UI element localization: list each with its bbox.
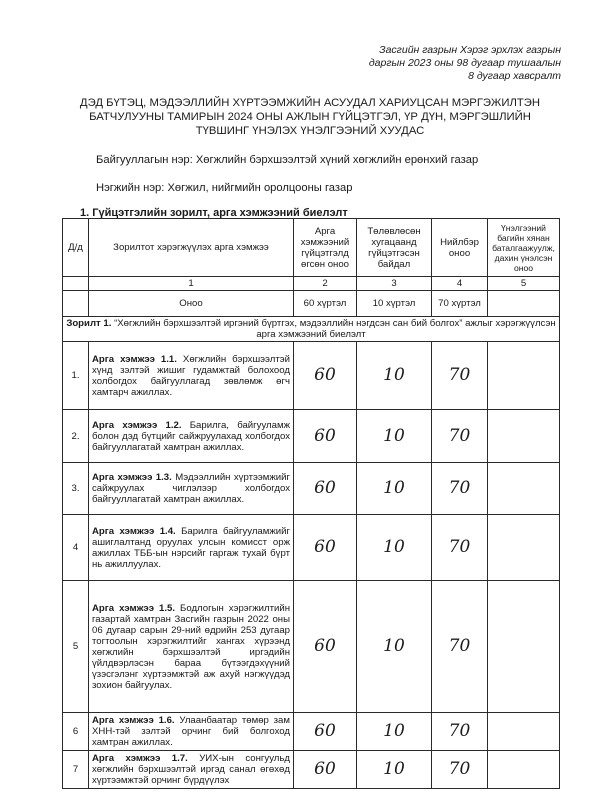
handwritten-timeliness: 10: [357, 463, 432, 515]
reevaluated-score: [488, 410, 560, 463]
row-number: 6: [63, 713, 89, 751]
measure-label: Арга хэмжээ 1.6.: [92, 715, 175, 726]
reevaluated-score: [488, 581, 560, 713]
header-timeliness: Төлөвлөсөн хугацаанд гүйцэтгэсэн байдал: [357, 219, 432, 277]
measure-label: Арга хэмжээ 1.7.: [92, 753, 188, 764]
measure-label: Арга хэмжээ 1.4.: [92, 525, 176, 537]
row-number: 1.: [63, 342, 89, 410]
section-heading: 1. Гүйцэтгэлийн зорилт, арга хэмжээний биелэлт: [80, 207, 348, 219]
goal-text: “Хөгжлийн бэрхшээлтэй иргэний бүртгэх, мэдээллийн нэгдсэн сан бий болгох” ажлыг хэрэгжүүлсэн арга хэмжээний биелэлт: [111, 318, 556, 340]
measure-text: Барилга байгууламжийг ашиглалтанд оруулах улсын комисст орж ажиллах ТББ-ын нэрсийг гаргаж тухай бүрт нь ажиллуулах.: [92, 525, 290, 570]
table-row: [63, 713, 560, 751]
handwritten-score: 60: [294, 410, 357, 463]
measure-description: [89, 581, 294, 713]
organization-name: Байгууллагын нэр: Хөгжлийн бэрхшээлтэй хүний хөгжлийн ерөнхий газар: [96, 154, 479, 166]
handwritten-score: 60: [294, 713, 357, 751]
table-header-row: [63, 219, 560, 277]
document-title-line: ДЭД БҮТЭЦ, МЭДЭЭЛЛИЙН ХҮРТЭЭМЖИЙН АСУУДАЛ ХАРИУЦСАН МЭРГЭЖИЛТЭН: [79, 97, 541, 109]
handwritten-timeliness: 10: [357, 342, 432, 410]
index-cell: 3: [357, 277, 432, 291]
table-row: [63, 463, 560, 515]
measure-text: Барилга, байгууламж болон дэд бүтцийг сайжруулахад холбогдох байгууллагатай хамтран ажиллах.: [92, 419, 290, 453]
document-title-line: ТҮВШИНГ ҮНЭЛЭХ ҮНЭЛГЭЭНИЙ ХУУДАС: [195, 125, 425, 137]
measure-label: Арга хэмжээ 1.3.: [92, 472, 172, 483]
handwritten-total: 70: [432, 751, 488, 789]
table-row: [63, 751, 560, 789]
unit-name: Нэгжийн нэр: Хөгжил, нийгмийн оролцооны газар: [96, 182, 353, 194]
reevaluated-score: [488, 751, 560, 789]
index-cell-blank: [63, 277, 89, 291]
handwritten-timeliness: 10: [357, 581, 432, 713]
reevaluated-score: [488, 342, 560, 410]
measure-text: Хөгжлийн бэрхшээлтэй хүнд зэлтэй жишиг гудамжтай болохоод холбогдох байгууллагад зөвлөмж өгч хамтарч ажиллах.: [92, 353, 290, 398]
row-number: 2.: [63, 410, 89, 463]
reevaluated-score: [488, 515, 560, 581]
index-cell: 5: [488, 277, 560, 291]
measure-description: [89, 410, 294, 463]
measure-text: Бодлогын хэрэгжилтийн газартай хамтран Засгийн газрын 2022 оны 06 дугаар сарын 29-ний өдрийн 253 дугаар тогтоолын хэрэгжилтийг хангах хүрээнд хөгжлийн бэрхшээлтэй иргэдийн үйлдвэрлэсэн бараа бүтээгдэхүүний үзэсгэлэнг хүртээмжтэй аж ахуй нэгжүүдэд зохион байгуулах.: [92, 602, 290, 691]
annex-note-line: даргын 2023 оны 98 дугаар тушаалын: [368, 57, 561, 69]
row-number: 4: [63, 515, 89, 581]
reevaluated-score: [488, 463, 560, 515]
index-cell: 4: [432, 277, 488, 291]
document-title: [50, 96, 570, 138]
header-score: Арга хэмжээний гүйцэтгэлд өгсөн оноо: [294, 219, 357, 277]
annex-note: [331, 44, 561, 83]
handwritten-total: 70: [432, 410, 488, 463]
measure-label: Арга хэмжээ 1.1.: [92, 353, 177, 365]
measure-description: [89, 463, 294, 515]
row-number: 7: [63, 751, 89, 789]
index-cell: 1: [89, 277, 294, 291]
handwritten-score: 60: [294, 751, 357, 789]
measure-label: Арга хэмжээ 1.2.: [92, 419, 182, 431]
handwritten-score: 60: [294, 342, 357, 410]
row-number: 5: [63, 581, 89, 713]
header-num: Д/д: [63, 219, 89, 277]
handwritten-total: 70: [432, 581, 488, 713]
handwritten-timeliness: 10: [357, 515, 432, 581]
table-row: [63, 515, 560, 581]
score-limit-col4: 70 хүртэл: [432, 291, 488, 317]
score-limit-blank: [63, 291, 89, 317]
document-title-line: БАТЧУЛУУНЫ ТАМИРЫН 2024 ОНЫ АЖЛЫН ГҮЙЦЭТГЭЛ, ҮР ДҮН, МЭРГЭШЛИЙН: [89, 111, 531, 123]
header-reevaluated: Үнэлгээний багийн хянан баталгаажуулж, дахин үнэлсэн оноо: [488, 219, 560, 277]
measure-description: [89, 713, 294, 751]
handwritten-total: 70: [432, 515, 488, 581]
measure-text: Мэдээллийн хүртээмжийг сайжруулах чиглэлээр холбогдох байгууллагатай хамтран ажиллах.: [92, 472, 290, 505]
measure-text: УИХ-ын сонгуульд хөгжлийн бэрхшээлтэй иргэд санал өгөхөд хүртээмжтэй орчинг бүрдүүлэх: [92, 753, 290, 786]
handwritten-total: 70: [432, 342, 488, 410]
measure-description: [89, 751, 294, 789]
handwritten-timeliness: 10: [357, 751, 432, 789]
score-limit-col2: 60 хүртэл: [294, 291, 357, 317]
measure-label: Арга хэмжээ 1.5.: [92, 602, 176, 614]
table-index-row: [63, 277, 560, 291]
score-limit-row: [63, 291, 560, 317]
table-row: [63, 342, 560, 410]
row-number: 3.: [63, 463, 89, 515]
index-cell: 2: [294, 277, 357, 291]
annex-note-line: Засгийн газрын Хэрэг эрхлэх газрын: [379, 44, 561, 56]
handwritten-score: 60: [294, 515, 357, 581]
handwritten-score: 60: [294, 463, 357, 515]
goal-prefix: Зорилт 1.: [66, 318, 112, 329]
table-row: [63, 581, 560, 713]
measure-description: [89, 515, 294, 581]
goal-cell: [63, 317, 560, 342]
handwritten-timeliness: 10: [357, 713, 432, 751]
reevaluated-score: [488, 713, 560, 751]
handwritten-timeliness: 10: [357, 410, 432, 463]
score-limit-col5: [488, 291, 560, 317]
handwritten-total: 70: [432, 463, 488, 515]
header-total: Нийлбэр оноо: [432, 219, 488, 277]
header-goal: Зорилтот хэрэгжүүлэх арга хэмжээ: [89, 219, 294, 277]
evaluation-table: [62, 218, 560, 789]
annex-note-line: 8 дугаар хавсралт: [468, 70, 561, 82]
handwritten-total: 70: [432, 713, 488, 751]
measure-text: Улаанбаатар төмөр зам ХНН-тэй зэлтэй орчинг бий болгоход хамтран ажиллах.: [92, 715, 290, 748]
handwritten-score: 60: [294, 581, 357, 713]
table-row: [63, 410, 560, 463]
score-limit-col3: 10 хүртэл: [357, 291, 432, 317]
goal-row: [63, 317, 560, 342]
score-limit-label: Оноо: [89, 291, 294, 317]
measure-description: [89, 342, 294, 410]
